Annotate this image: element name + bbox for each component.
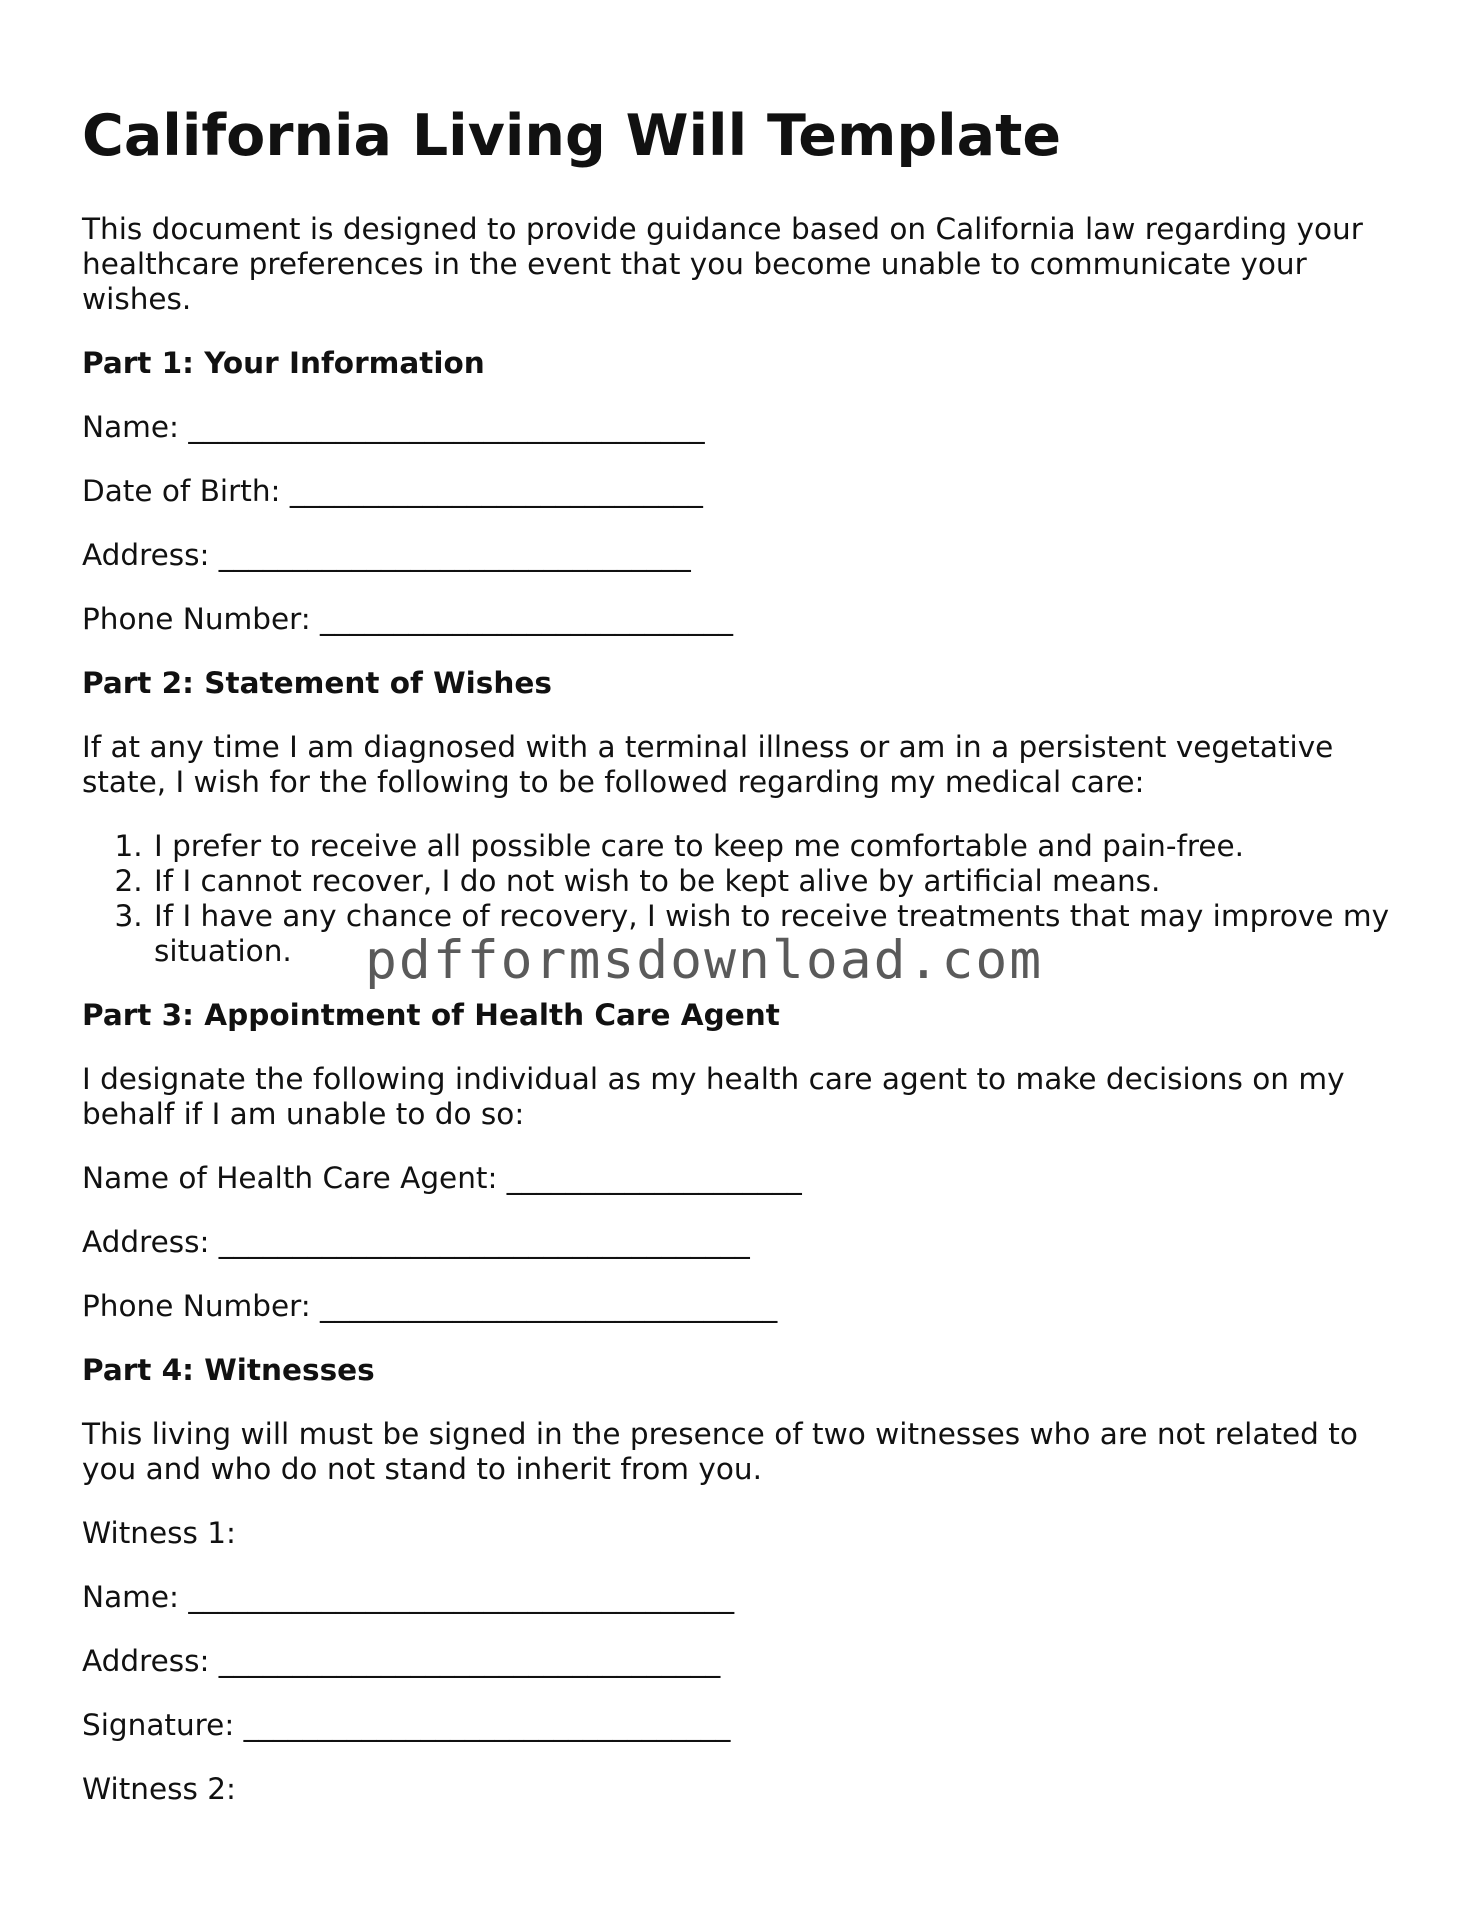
list-item: 2. If I cannot recover, I do not wish to be kept alive by artificial means. <box>152 864 1412 899</box>
list-item: 3. If I have any chance of recovery, I wish to receive treatments that may improve my situation. <box>152 899 1412 969</box>
witness-2-label: Witness 2: <box>82 1772 236 1806</box>
witness-1-address-field[interactable]: Address: __________________________________ <box>82 1644 721 1678</box>
wishes-paragraph: If at any time I am diagnosed with a terminal illness or am in a persistent vegetative state, I wish for the following to be followed regarding my medical care: <box>82 730 1334 799</box>
witness-1-name-field[interactable]: Name: _____________________________________ <box>82 1580 735 1614</box>
list-item: 1. I prefer to receive all possible care to keep me comfortable and pain-free. <box>152 829 1412 864</box>
date-of-birth-field[interactable]: Date of Birth: ____________________________ <box>82 474 703 508</box>
witness-paragraph: This living will must be signed in the presence of two witnesses who are not related to you and who do not stand to inherit from you. <box>82 1417 1358 1486</box>
part1-heading: Part 1: Your Information <box>82 346 485 380</box>
witness-1-signature-field[interactable]: Signature: _________________________________ <box>82 1708 731 1742</box>
intro-paragraph: This document is designed to provide guidance based on California law regarding your healthcare preferences in the event that you become unable to communicate your wishes. <box>82 212 1363 316</box>
phone-number-field[interactable]: Phone Number: ____________________________ <box>82 602 734 636</box>
part2-heading: Part 2: Statement of Wishes <box>82 666 552 700</box>
part4-heading: Part 4: Witnesses <box>82 1353 375 1387</box>
name-field[interactable]: Name: ___________________________________ <box>82 410 705 444</box>
part3-heading: Part 3: Appointment of Health Care Agent <box>82 998 780 1032</box>
page-title: California Living Will Template <box>82 103 1062 169</box>
agent-name-field[interactable]: Name of Health Care Agent: ____________________ <box>82 1161 802 1195</box>
address-field[interactable]: Address: ________________________________ <box>82 538 691 572</box>
agent-address-field[interactable]: Address: ____________________________________ <box>82 1225 750 1259</box>
watermark: pdfformsdownload.com <box>365 930 1044 991</box>
agent-paragraph: I designate the following individual as my health care agent to make decisions on my behalf if I am unable to do so: <box>82 1062 1345 1131</box>
witness-1-label: Witness 1: <box>82 1516 236 1550</box>
agent-phone-field[interactable]: Phone Number: _______________________________ <box>82 1289 778 1323</box>
